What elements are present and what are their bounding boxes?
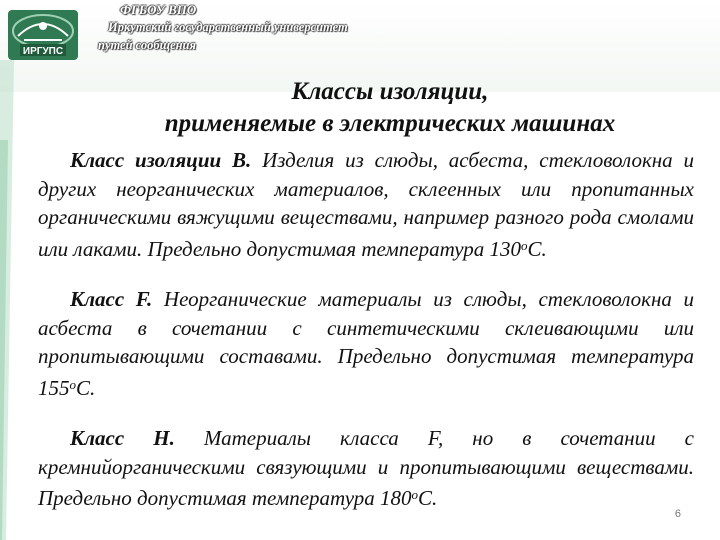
slide-title: [100, 76, 680, 140]
left-green-decoration: [0, 60, 24, 540]
paragraph-body: Материалы класса F, но в сочетании с кремнийорганическими связующими и пропитывающими веществами. Предельно допустимая температура 180: [38, 426, 695, 510]
page-number: 6: [674, 508, 681, 520]
paragraph-body: Неорганические материалы из слюды, стекловолокна и асбеста в сочетании с синтетическими склеивающими или пропитывающими составами. Предельно допустимая температура 155: [38, 287, 694, 400]
paragraph-lead: Класс Н.: [70, 426, 175, 450]
title-line-1: Классы изоляции,: [291, 78, 489, 105]
paragraph-body: Изделия из слюды, асбеста, стекловолокна и других неорганических материалов, склеенных или пропитанных органическими вяжущими веществами, например разного рода смолами или лаками. Предельно допустимая температура 130: [38, 148, 695, 261]
paragraph-class-h: [38, 424, 694, 513]
logo-text: ИРГУПС: [22, 46, 64, 57]
paragraph-class-f: [38, 285, 694, 402]
paragraph-tail: С.: [527, 236, 547, 261]
paragraph-lead: Класс F.: [70, 287, 153, 311]
paragraph-tail: С.: [76, 375, 96, 400]
paragraph-tail: С.: [418, 486, 438, 510]
paragraph-class-b: [38, 146, 694, 263]
degree-mark: о: [411, 487, 418, 502]
degree-mark: о: [521, 237, 528, 253]
org-name-line-3: путей сообщения: [98, 38, 196, 52]
org-name-line-1: ФГБОУ ВПО: [120, 2, 197, 17]
title-line-2: применяемые в электрических машинах: [164, 110, 616, 137]
paragraph-lead: Класс изоляции В.: [70, 148, 252, 172]
university-emblem-icon: [2, 6, 94, 66]
org-name-line-2: Иркутский государственный университет: [108, 20, 348, 34]
degree-mark: о: [69, 376, 76, 392]
